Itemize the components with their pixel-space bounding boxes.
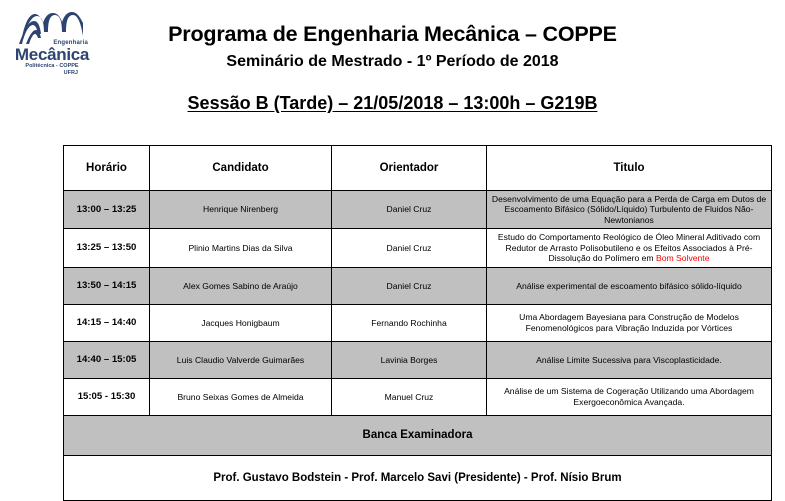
cell-orientador: Daniel Cruz [332,191,487,229]
column-header-titulo: Titulo [487,146,772,191]
table-row [64,229,772,267]
table-row [64,267,772,304]
cell-orientador: Daniel Cruz [332,229,487,267]
column-header-horario: Horário [64,146,150,191]
cell-titulo: Desenvolvimento de uma Equação para a Perda de Carga em Dutos de Escoamento Bifásico (Sólido/Líquido) Turbulento de Fluidos Não-Newtonianos [487,191,772,229]
cell-titulo: Análise experimental de escoamento bifásico sólido-líquido [487,267,772,304]
table-row [64,341,772,378]
title-area [0,0,785,71]
cell-candidato: Bruno Seixas Gomes de Almeida [150,378,332,415]
logo-ufrj-text: UFRJ [63,69,78,76]
page-subtitle: Seminário de Mestrado - 1º Período de 2018 [226,53,559,70]
page-header [0,0,785,136]
cell-horario: 15:05 - 15:30 [64,378,150,415]
cell-horario: 13:25 – 13:50 [64,229,150,267]
table-row [64,378,772,415]
session-heading-text: Sessão B (Tarde) – 21/05/2018 – 13:00h – G219B [187,93,598,113]
column-header-candidato: Candidato [150,146,332,191]
banca-examinadora-row [64,415,772,455]
table-row [64,191,772,229]
cell-horario: 13:00 – 13:25 [64,191,150,229]
cell-horario: 13:50 – 14:15 [64,267,150,304]
logo-engenharia-text: Engenharia [53,40,88,46]
cell-candidato: Plinio Martins Dias da Silva [150,229,332,267]
table-row [64,304,772,341]
banca-examinadora-label: Banca Examinadora [64,415,772,455]
cell-titulo: Estudo do Comportamento Reológico de Óleo Mineral Aditivado com Redutor de Arrasto Polisobutileno e os Efeitos Associados à Pré-Dissolução do Polímero em Bom Solvente [487,229,772,267]
page-title: Programa de Engenharia Mecânica – COPPE [168,22,617,46]
cell-orientador: Lavinia Borges [332,341,487,378]
cell-orientador: Daniel Cruz [332,267,487,304]
cell-orientador: Manuel Cruz [332,378,487,415]
logo-mecanica-text: Mecânica [14,45,90,64]
banca-members-names: Prof. Gustavo Bodstein - Prof. Marcelo Savi (Presidente) - Prof. Nísio Brum [64,455,772,500]
cell-candidato: Jacques Honigbaum [150,304,332,341]
table-header [64,146,772,191]
cell-candidato: Alex Gomes Sabino de Araújo [150,267,332,304]
cell-titulo: Análise de um Sistema de Cogeração Utilizando uma Abordagem Exergoeconômica Avançada. [487,378,772,415]
cell-titulo: Uma Abordagem Bayesiana para Construção de Modelos Fenomenológicos para Vibração Induzida por Vórtices [487,304,772,341]
table-body [64,191,772,501]
schedule-table [63,145,772,501]
logo-politecnica-coppe-text: Politécnica - COPPE [25,63,79,69]
cell-titulo: Análise Limite Sucessiva para Viscoplasticidade. [487,341,772,378]
banca-members-row [64,455,772,500]
cell-orientador: Fernando Rochinha [332,304,487,341]
cell-horario: 14:40 – 15:05 [64,341,150,378]
table-header-row [64,146,772,191]
titulo-highlight-text: Bom Solvente [655,253,710,264]
coppe-mechanical-engineering-logo [12,12,92,90]
cell-candidato: Henrique Nirenberg [150,191,332,229]
cell-horario: 14:15 – 14:40 [64,304,150,341]
session-heading [0,93,785,114]
schedule-table-wrapper [63,145,771,501]
column-header-orientador: Orientador [332,146,487,191]
cell-candidato: Luis Claudio Valverde Guimarães [150,341,332,378]
